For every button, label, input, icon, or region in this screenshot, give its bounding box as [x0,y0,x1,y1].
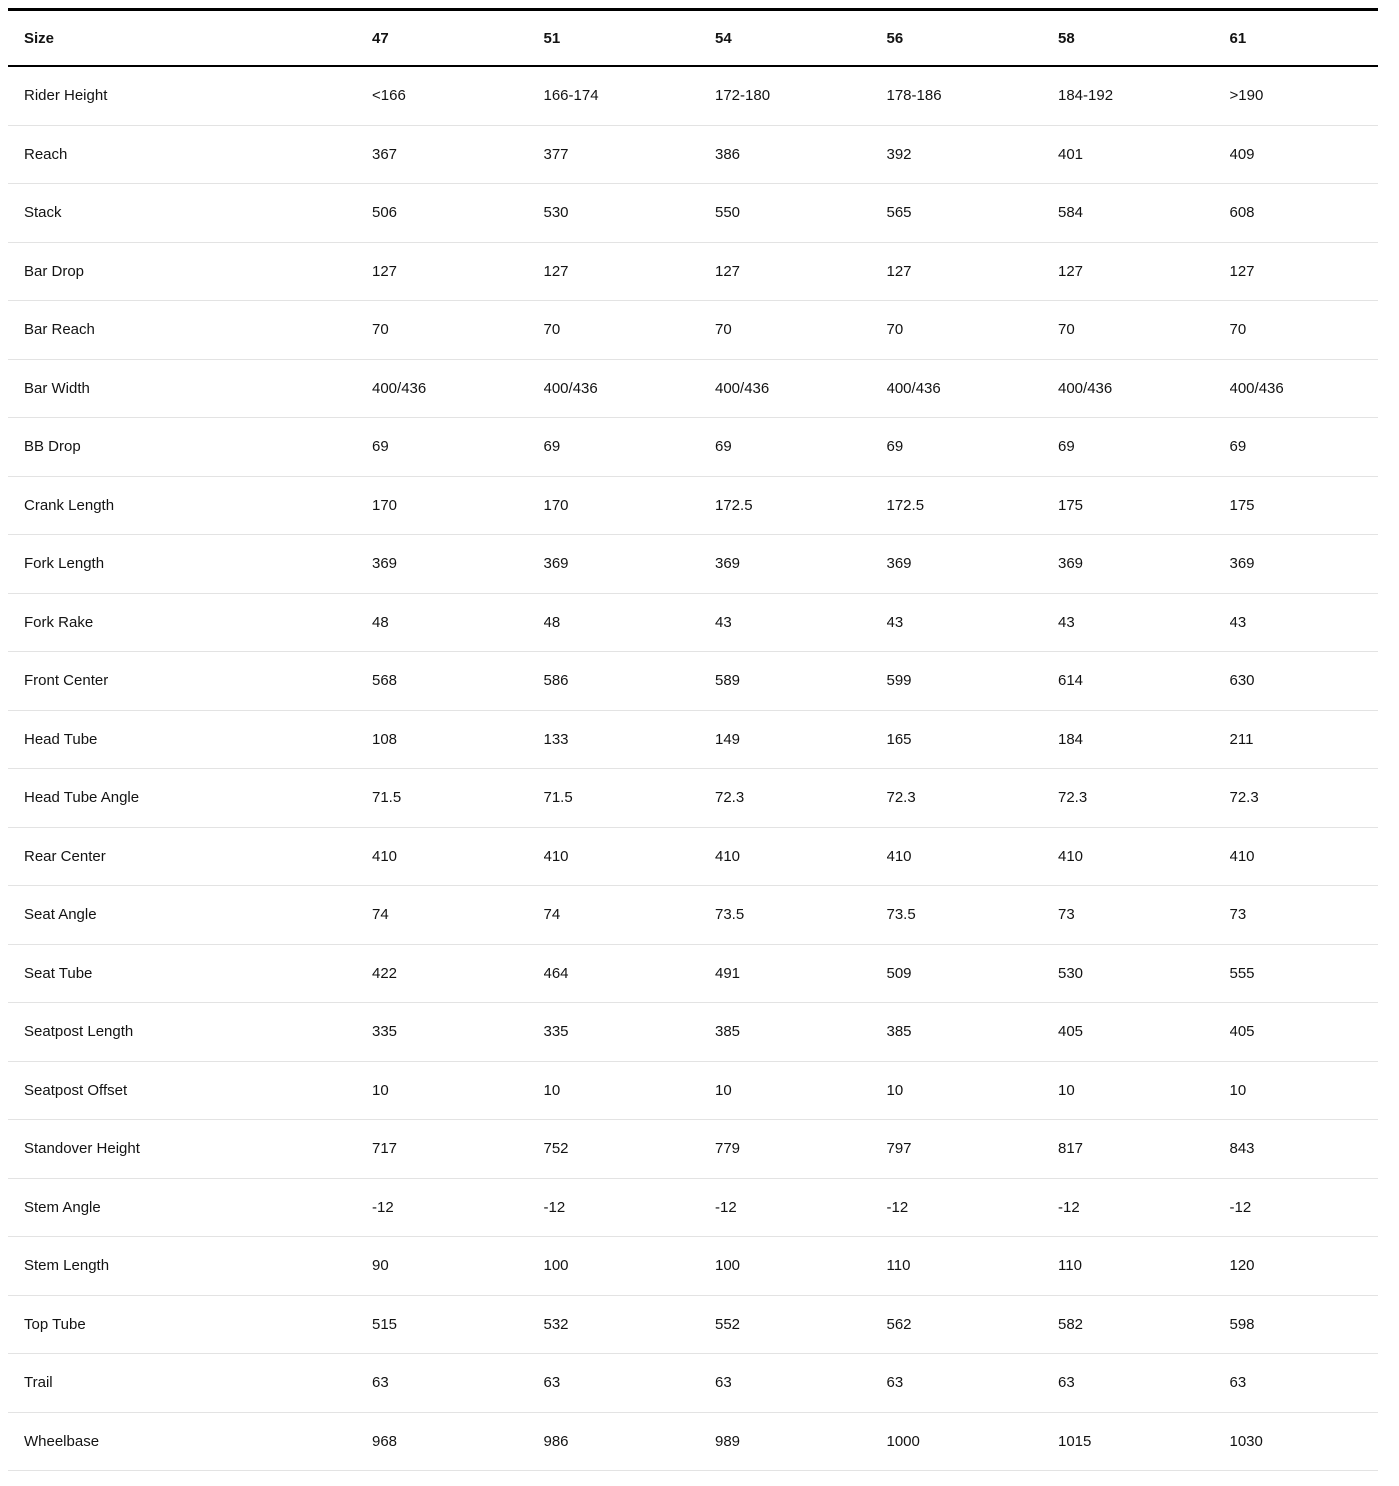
cell-value: 369 [715,535,887,594]
table-row [8,593,1378,652]
cell-value: 63 [1230,1354,1379,1413]
cell-value: 127 [1230,242,1379,301]
size-header: 51 [544,10,716,67]
cell-value: 149 [715,710,887,769]
row-label: Top Tube [8,1295,372,1354]
cell-value: 175 [1230,476,1379,535]
size-header: 58 [1058,10,1230,67]
cell-value: -12 [1058,1178,1230,1237]
cell-value: 172.5 [715,476,887,535]
cell-value: -12 [544,1178,716,1237]
row-label: Bar Width [8,359,372,418]
cell-value: 110 [887,1237,1059,1296]
cell-value: 69 [1230,418,1379,477]
cell-value: 400/436 [372,359,544,418]
cell-value: 550 [715,184,887,243]
table-row [8,1354,1378,1413]
cell-value: 10 [1058,1061,1230,1120]
table-row [8,242,1378,301]
cell-value: 110 [1058,1237,1230,1296]
cell-value: 400/436 [887,359,1059,418]
cell-value: 172.5 [887,476,1059,535]
cell-value: 72.3 [715,769,887,828]
cell-value: 1015 [1058,1412,1230,1471]
row-label: Crank Length [8,476,372,535]
row-label: Stack [8,184,372,243]
size-header: 47 [372,10,544,67]
row-label: Fork Rake [8,593,372,652]
cell-value: 515 [372,1295,544,1354]
cell-value: 409 [1230,125,1379,184]
cell-value: 10 [372,1061,544,1120]
cell-value: 599 [887,652,1059,711]
cell-value: 369 [1230,535,1379,594]
table-row [8,535,1378,594]
table-row [8,1178,1378,1237]
size-header: 56 [887,10,1059,67]
row-label: Seatpost Length [8,1003,372,1062]
cell-value: 71.5 [372,769,544,828]
cell-value: 464 [544,944,716,1003]
cell-value: 10 [544,1061,716,1120]
table-row [8,1412,1378,1471]
cell-value: 385 [887,1003,1059,1062]
row-label: Seatpost Offset [8,1061,372,1120]
row-label: Reach [8,125,372,184]
cell-value: 410 [1058,827,1230,886]
cell-value: 73.5 [887,886,1059,945]
cell-value: 491 [715,944,887,1003]
cell-value: 70 [887,301,1059,360]
cell-value: 72.3 [1058,769,1230,828]
cell-value: 63 [372,1354,544,1413]
row-label: Head Tube [8,710,372,769]
table-row [8,1061,1378,1120]
cell-value: 369 [887,535,1059,594]
cell-value: 166-174 [544,66,716,125]
table-row [8,769,1378,828]
cell-value: 405 [1058,1003,1230,1062]
cell-value: 986 [544,1412,716,1471]
cell-value: 568 [372,652,544,711]
cell-value: 69 [372,418,544,477]
cell-value: 73 [1230,886,1379,945]
table-row [8,66,1378,125]
cell-value: 72.3 [887,769,1059,828]
cell-value: 63 [544,1354,716,1413]
cell-value: 71.5 [544,769,716,828]
cell-value: 165 [887,710,1059,769]
cell-value: 335 [544,1003,716,1062]
cell-value: 410 [1230,827,1379,886]
cell-value: 817 [1058,1120,1230,1179]
table-row [8,827,1378,886]
cell-value: 184 [1058,710,1230,769]
cell-value: 401 [1058,125,1230,184]
cell-value: 127 [1058,242,1230,301]
cell-value: 614 [1058,652,1230,711]
cell-value: 70 [715,301,887,360]
cell-value: 797 [887,1120,1059,1179]
cell-value: 385 [715,1003,887,1062]
table-row [8,886,1378,945]
cell-value: 400/436 [715,359,887,418]
size-column-header: Size [8,10,372,67]
cell-value: 369 [1058,535,1230,594]
table-row [8,1295,1378,1354]
cell-value: 74 [544,886,716,945]
cell-value: -12 [715,1178,887,1237]
cell-value: 69 [544,418,716,477]
cell-value: 598 [1230,1295,1379,1354]
cell-value: 410 [372,827,544,886]
row-label: Rear Center [8,827,372,886]
table-row [8,418,1378,477]
table-row [8,476,1378,535]
table-row [8,301,1378,360]
cell-value: <166 [372,66,544,125]
table-row [8,1237,1378,1296]
cell-value: 506 [372,184,544,243]
cell-value: 170 [544,476,716,535]
cell-value: 989 [715,1412,887,1471]
cell-value: 400/436 [544,359,716,418]
table-body [8,66,1378,1471]
cell-value: 400/436 [1058,359,1230,418]
cell-value: 400/436 [1230,359,1379,418]
cell-value: 172-180 [715,66,887,125]
row-label: Front Center [8,652,372,711]
cell-value: 127 [544,242,716,301]
row-label: Bar Drop [8,242,372,301]
cell-value: 70 [544,301,716,360]
cell-value: 211 [1230,710,1379,769]
cell-value: 73 [1058,886,1230,945]
cell-value: 100 [544,1237,716,1296]
row-label: Head Tube Angle [8,769,372,828]
cell-value: 69 [887,418,1059,477]
cell-value: >190 [1230,66,1379,125]
cell-value: 178-186 [887,66,1059,125]
table-header-row [8,10,1378,67]
cell-value: 589 [715,652,887,711]
cell-value: 843 [1230,1120,1379,1179]
cell-value: -12 [1230,1178,1379,1237]
cell-value: 410 [715,827,887,886]
cell-value: 10 [887,1061,1059,1120]
cell-value: 369 [372,535,544,594]
cell-value: 530 [1058,944,1230,1003]
cell-value: 779 [715,1120,887,1179]
row-label: BB Drop [8,418,372,477]
table-row [8,652,1378,711]
table-row [8,1120,1378,1179]
cell-value: 10 [715,1061,887,1120]
cell-value: 410 [544,827,716,886]
cell-value: 120 [1230,1237,1379,1296]
cell-value: 69 [715,418,887,477]
cell-value: 48 [372,593,544,652]
cell-value: 127 [715,242,887,301]
cell-value: 565 [887,184,1059,243]
size-header: 61 [1230,10,1379,67]
cell-value: 100 [715,1237,887,1296]
cell-value: 70 [1058,301,1230,360]
table-row [8,359,1378,418]
cell-value: 43 [715,593,887,652]
cell-value: 968 [372,1412,544,1471]
row-label: Wheelbase [8,1412,372,1471]
cell-value: -12 [372,1178,544,1237]
row-label: Standover Height [8,1120,372,1179]
cell-value: 69 [1058,418,1230,477]
table-row [8,710,1378,769]
cell-value: 386 [715,125,887,184]
row-label: Bar Reach [8,301,372,360]
row-label: Fork Length [8,535,372,594]
row-label: Stem Angle [8,1178,372,1237]
table-row [8,184,1378,243]
cell-value: 70 [1230,301,1379,360]
cell-value: 127 [372,242,544,301]
cell-value: 410 [887,827,1059,886]
row-label: Rider Height [8,66,372,125]
cell-value: 552 [715,1295,887,1354]
cell-value: 752 [544,1120,716,1179]
cell-value: 127 [887,242,1059,301]
cell-value: 1030 [1230,1412,1379,1471]
cell-value: 63 [1058,1354,1230,1413]
row-label: Stem Length [8,1237,372,1296]
cell-value: 70 [372,301,544,360]
table-row [8,125,1378,184]
cell-value: 582 [1058,1295,1230,1354]
size-header: 54 [715,10,887,67]
cell-value: 43 [887,593,1059,652]
cell-value: 584 [1058,184,1230,243]
cell-value: 74 [372,886,544,945]
row-label: Seat Angle [8,886,372,945]
cell-value: 608 [1230,184,1379,243]
cell-value: 43 [1058,593,1230,652]
cell-value: 335 [372,1003,544,1062]
cell-value: 555 [1230,944,1379,1003]
cell-value: 63 [887,1354,1059,1413]
cell-value: 184-192 [1058,66,1230,125]
cell-value: 108 [372,710,544,769]
cell-value: 133 [544,710,716,769]
cell-value: 10 [1230,1061,1379,1120]
row-label: Seat Tube [8,944,372,1003]
row-label: Trail [8,1354,372,1413]
cell-value: 369 [544,535,716,594]
cell-value: 562 [887,1295,1059,1354]
cell-value: 532 [544,1295,716,1354]
geometry-table [8,8,1378,1471]
table-row [8,1003,1378,1062]
cell-value: 170 [372,476,544,535]
cell-value: 175 [1058,476,1230,535]
cell-value: 90 [372,1237,544,1296]
cell-value: 48 [544,593,716,652]
cell-value: -12 [887,1178,1059,1237]
cell-value: 377 [544,125,716,184]
cell-value: 392 [887,125,1059,184]
cell-value: 717 [372,1120,544,1179]
cell-value: 73.5 [715,886,887,945]
cell-value: 43 [1230,593,1379,652]
cell-value: 530 [544,184,716,243]
cell-value: 1000 [887,1412,1059,1471]
cell-value: 586 [544,652,716,711]
cell-value: 72.3 [1230,769,1379,828]
cell-value: 509 [887,944,1059,1003]
table-row [8,944,1378,1003]
cell-value: 63 [715,1354,887,1413]
cell-value: 405 [1230,1003,1379,1062]
cell-value: 630 [1230,652,1379,711]
cell-value: 422 [372,944,544,1003]
cell-value: 367 [372,125,544,184]
